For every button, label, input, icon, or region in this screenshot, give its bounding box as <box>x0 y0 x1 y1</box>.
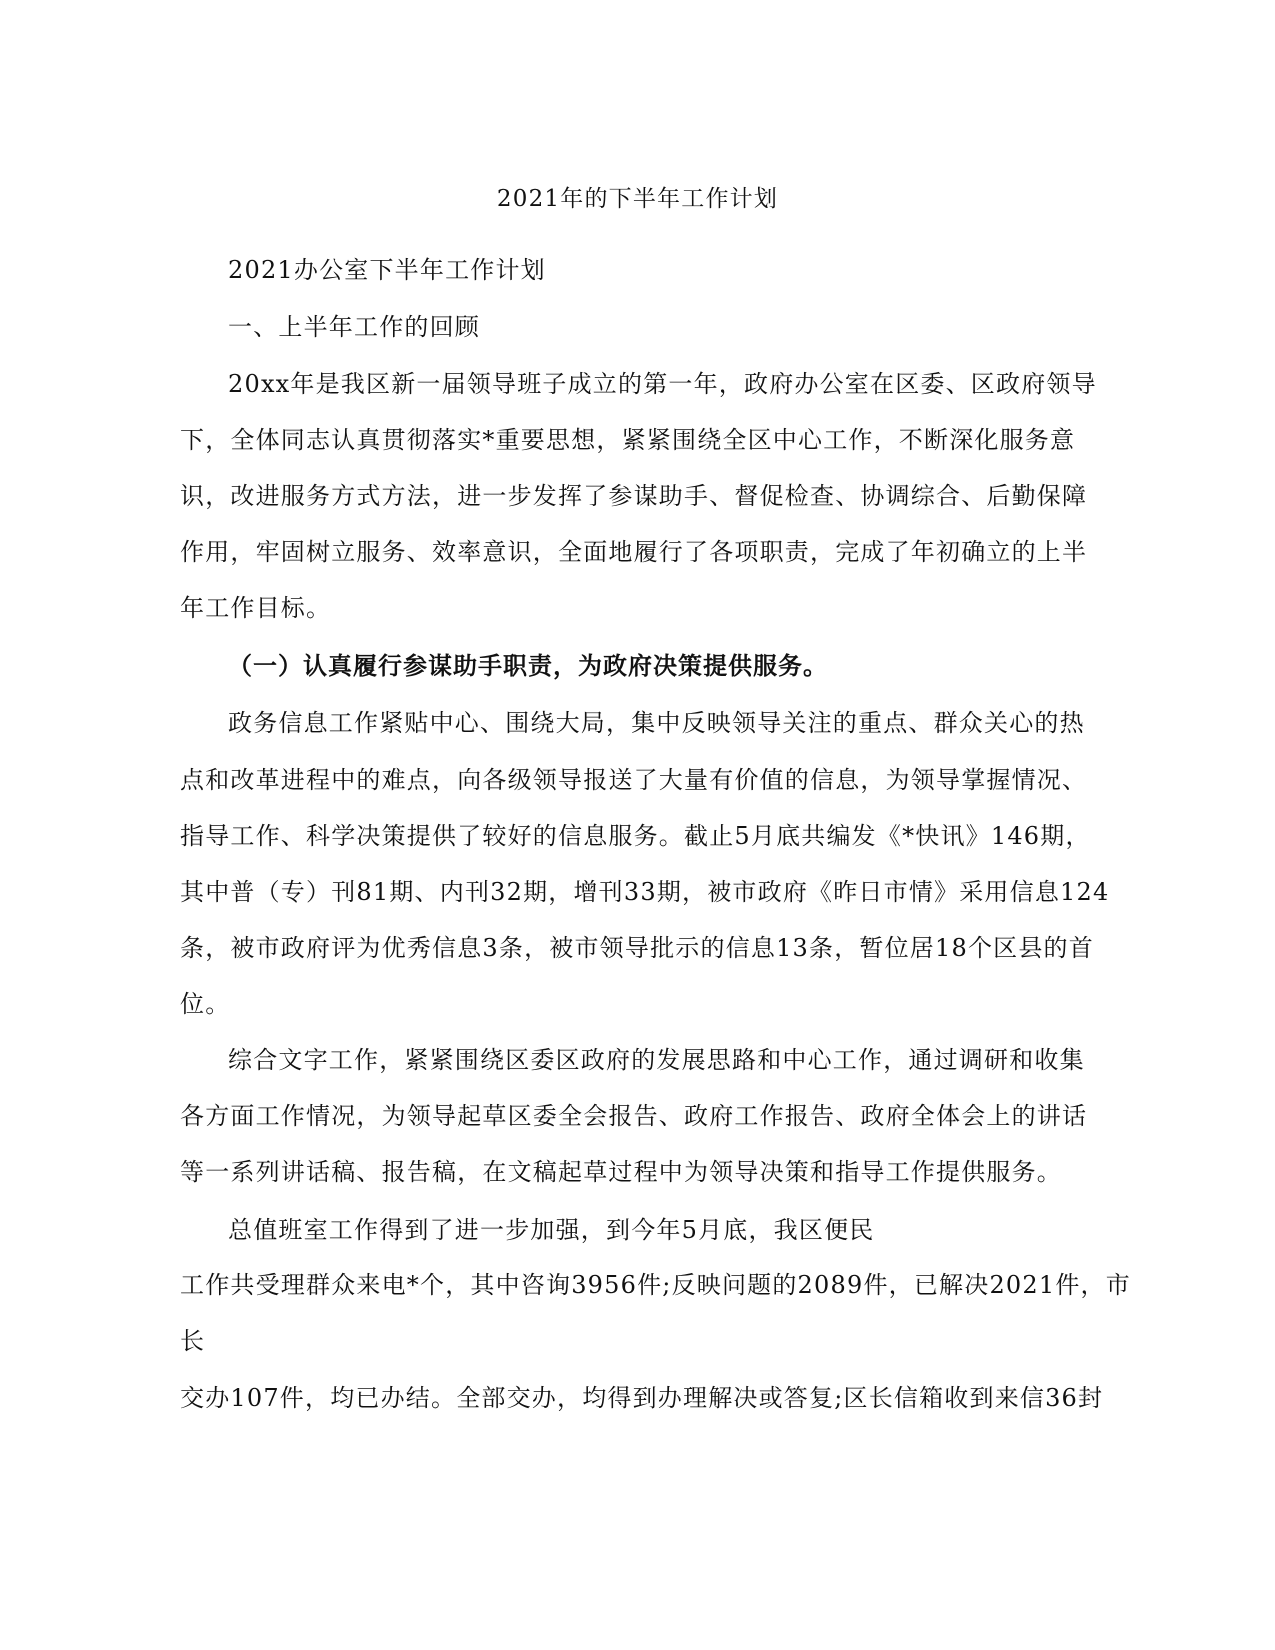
paragraph-line: 点和改革进程中的难点，向各级领导报送了大量有价值的信息，为领导掌握情况、 <box>180 766 1088 794</box>
paragraph-line: 等一系列讲话稿、报告稿，在文稿起草过程中为领导决策和指导工作提供服务。 <box>180 1158 1062 1186</box>
section-heading: 一、上半年工作的回顾 <box>228 313 480 341</box>
paragraph-line: 政务信息工作紧贴中心、围绕大局，集中反映领导关注的重点、群众关心的热 <box>228 709 1085 737</box>
paragraph-line: 工作共受理群众来电*个，其中咨询3956件;反映问题的2089件，已解决2021件，市 <box>180 1271 1131 1299</box>
document-subtitle: 2021办公室下半年工作计划 <box>228 256 546 284</box>
paragraph-line: 各方面工作情况，为领导起草区委全会报告、政府工作报告、政府全体会上的讲话 <box>180 1102 1088 1130</box>
paragraph-line: 长 <box>180 1327 206 1355</box>
paragraph-line: 20xx年是我区新一届领导班子成立的第一年，政府办公室在区委、区政府领导 <box>228 370 1097 398</box>
paragraph-line: 条，被市政府评为优秀信息3条，被市领导批示的信息13条，暂位居18个区县的首 <box>180 934 1094 962</box>
paragraph-line: 其中普（专）刊81期、内刊32期，增刊33期，被市政府《昨日市情》采用信息124 <box>180 878 1110 906</box>
paragraph-line: 下，全体同志认真贯彻落实*重要思想，紧紧围绕全区中心工作，不断深化服务意 <box>180 426 1076 454</box>
paragraph-line: 识，改进服务方式方法，进一步发挥了参谋助手、督促检查、协调综合、后勤保障 <box>180 482 1088 510</box>
paragraph-line: 总值班室工作得到了进一步加强，到今年5月底，我区便民 <box>228 1216 875 1244</box>
paragraph-line: 作用，牢固树立服务、效率意识，全面地履行了各项职责，完成了年初确立的上半 <box>180 538 1088 566</box>
subsection-heading: （一）认真履行参谋助手职责，为政府决策提供服务。 <box>228 652 828 680</box>
paragraph-line: 综合文字工作，紧紧围绕区委区政府的发展思路和中心工作，通过调研和收集 <box>228 1046 1085 1074</box>
paragraph-line: 位。 <box>180 990 231 1018</box>
document-title: 2021年的下半年工作计划 <box>496 186 779 212</box>
paragraph-line: 交办107件，均已办结。全部交办，均得到办理解决或答复;区长信箱收到来信36封 <box>180 1384 1104 1412</box>
paragraph-line: 年工作目标。 <box>180 594 332 622</box>
paragraph-line: 指导工作、科学决策提供了较好的信息服务。截止5月底共编发《*快讯》146期， <box>180 822 1091 850</box>
